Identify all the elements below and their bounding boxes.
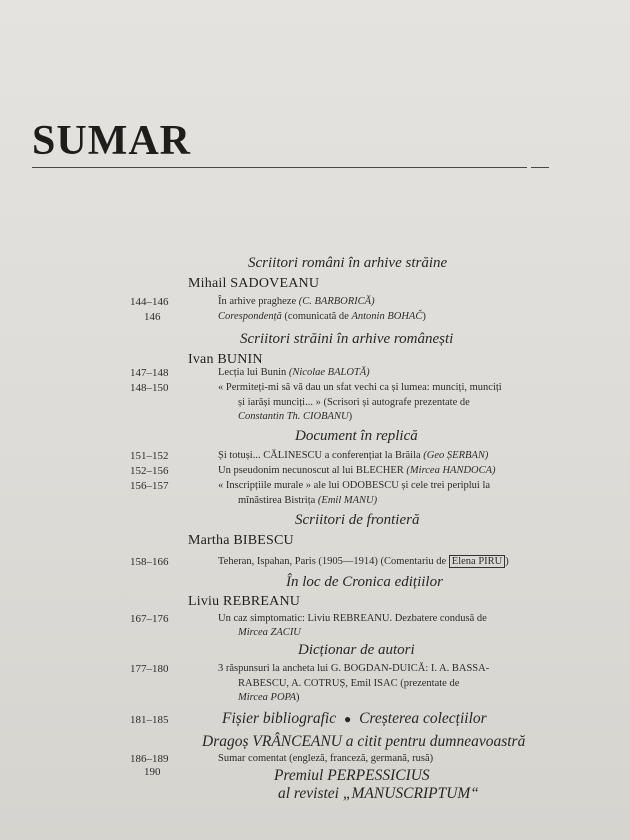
entry-line: Și totuși... CĂLINESCU a conferențiat la Brăila (Geo ȘERBAN) xyxy=(218,450,489,461)
author-name: Ivan BUNIN xyxy=(188,352,263,367)
page-title: SUMAR xyxy=(32,118,191,164)
prize-line-1: Premiul PERPESSICIUS xyxy=(274,767,430,784)
page-range: 147–148 xyxy=(130,367,169,379)
entry-line: Un caz simptomatic: Liviu REBREANU. Dezbatere condusă de xyxy=(218,613,487,624)
section-heading: Scriitori străini în arhive românești xyxy=(240,331,454,347)
page-range: 186–189 xyxy=(130,753,169,765)
section-heading: În loc de Cronica edițiilor xyxy=(286,574,443,590)
entry-line: Corespondență (comunicată de Antonin BOHAČ) xyxy=(218,311,426,322)
page-range: 144–146 xyxy=(130,296,169,308)
section-heading: Scriitori de frontieră xyxy=(295,512,420,528)
page-range: 152–156 xyxy=(130,465,169,477)
entry-line: Constantin Th. CIOBANU) xyxy=(238,411,353,422)
page-range: 158–166 xyxy=(130,556,169,568)
page-range: 177–180 xyxy=(130,663,169,675)
entry-line: Sumar comentat (engleză, franceză, germană, rusă) xyxy=(218,753,434,764)
author-name: Liviu REBREANU xyxy=(188,594,301,609)
entry-line: Teheran, Ispahan, Paris (1905—1914) (Comentariu de Elena PIRU ) xyxy=(218,556,509,567)
entry-line: « Inscripțiile murale » ale lui ODOBESCU și cele trei periplui la xyxy=(218,480,491,491)
entry-line: « Permiteți-mi să vă dau un sfat vechi ca și lumea: munciți, munciți xyxy=(218,382,502,393)
author-name: Martha BIBESCU xyxy=(188,533,294,548)
page-range: 190 xyxy=(144,766,161,778)
entry-line: și iarăși munciți... » (Scrisori și autografe prezentate de xyxy=(238,397,470,408)
entry-line: Un pseudonim necunoscut al lui BLECHER (Mircea HANDOCA) xyxy=(218,465,496,476)
section-heading: Document în replică xyxy=(295,428,418,444)
prize-line-2: al revistei „MANUSCRIPTUM“ xyxy=(278,785,479,802)
entry-line: Mircea POPA) xyxy=(238,692,300,703)
entry-line: În arhive pragheze (C. BARBORICĂ) xyxy=(218,296,375,307)
title-rule xyxy=(32,167,527,168)
bullet-icon: ● xyxy=(343,712,352,726)
entry-line: Lecția lui Bunin (Nicolae BALOTĂ) xyxy=(218,367,370,378)
page-range: 148–150 xyxy=(130,382,169,394)
entry-line: 3 răspunsuri la ancheta lui G. BOGDAN-DUICĂ: I. A. BASSA- xyxy=(218,663,490,674)
section-heading: Scriitori români în arhive străine xyxy=(248,255,448,271)
section-heading: Dicționar de autori xyxy=(298,642,415,658)
bibliographic-line: Fișier bibliografic ● Creșterea colecțiilor xyxy=(222,710,487,727)
page-range: 181–185 xyxy=(130,714,169,726)
entry-line: Mircea ZACIU xyxy=(238,627,301,638)
section-heading: Dragoș VRÂNCEANU a citit pentru dumneavoastră xyxy=(202,733,526,750)
page-range: 151–152 xyxy=(130,450,169,462)
page-range: 146 xyxy=(144,311,161,323)
page-range: 156–157 xyxy=(130,480,169,492)
title-rule-tail xyxy=(531,167,549,168)
page-range: 167–176 xyxy=(130,613,169,625)
entry-line: mînăstirea Bistrița (Emil MANU) xyxy=(238,495,378,506)
author-name: Mihail SADOVEANU xyxy=(188,276,320,291)
entry-line: RABESCU, A. COTRUȘ, Emil ISAC (prezentate de xyxy=(238,678,460,689)
